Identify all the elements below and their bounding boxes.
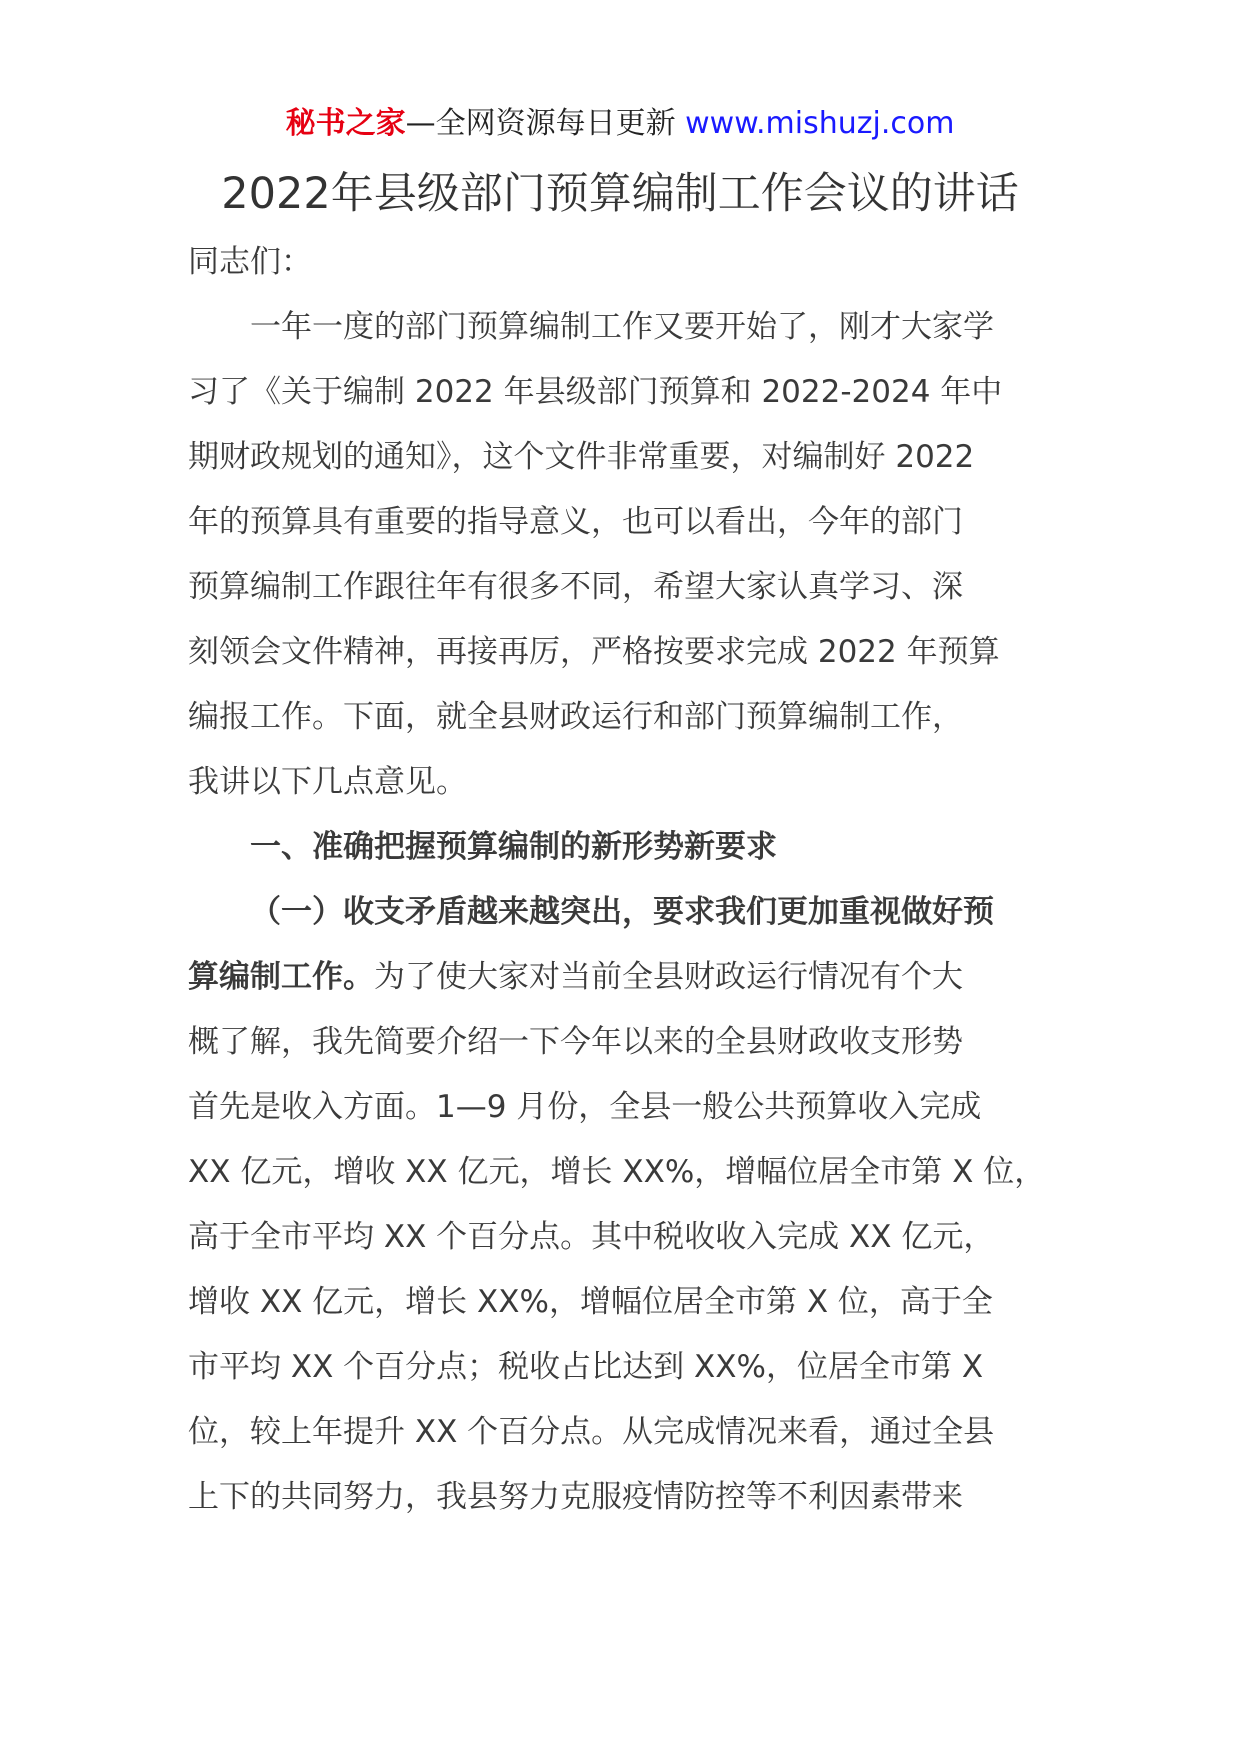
banner-slogan: —全网资源每日更新 xyxy=(405,106,676,141)
paragraph-line xyxy=(188,945,1068,1010)
paragraph-line: 上下的共同努力，我县努力克服疫情防控等不利因素带来 xyxy=(188,1479,963,1515)
paragraph-line: 概了解，我先简要介绍一下今年以来的全县财政收支形势 xyxy=(188,1024,963,1060)
greeting: 同志们： xyxy=(188,244,312,280)
paragraph-line: 期财政规划的通知》，这个文件非常重要，对编制好 2022 xyxy=(188,439,975,475)
paragraph-line: 编报工作。下面，就全县财政运行和部门预算编制工作， xyxy=(188,699,963,735)
paragraph-line: 我讲以下几点意见。 xyxy=(188,764,467,800)
paragraph-line: 首先是收入方面。1—9 月份，全县一般公共预算收入完成 xyxy=(188,1089,982,1125)
header-banner xyxy=(0,100,1240,148)
brand-name: 秘书之家 xyxy=(285,106,406,141)
subsection-heading-end: 算编制工作。 xyxy=(188,959,374,995)
paragraph-line: 高于全市平均 XX 个百分点。其中税收收入完成 XX 亿元， xyxy=(188,1219,995,1255)
paragraph-line: XX 亿元，增收 XX 亿元，增长 XX%，增幅位居全市第 X 位， xyxy=(188,1154,1046,1190)
paragraph-line: 刻领会文件精神，再接再厉，严格按要求完成 2022 年预算 xyxy=(188,634,1000,670)
paragraph-line: 市平均 XX 个百分点；税收占比达到 XX%，位居全市第 X xyxy=(188,1349,984,1385)
paragraph-line: 习了《关于编制 2022 年县级部门预算和 2022-2024 年中 xyxy=(188,374,1003,410)
paragraph-line: 增收 XX 亿元，增长 XX%，增幅位居全市第 X 位，高于全 xyxy=(188,1284,993,1320)
website-link[interactable]: www.mishuzj.com xyxy=(685,106,955,141)
paragraph-line: 预算编制工作跟往年有很多不同，希望大家认真学习、深 xyxy=(188,569,963,605)
paragraph-line: 位，较上年提升 XX 个百分点。从完成情况来看，通过全县 xyxy=(188,1414,995,1450)
section-heading: 一、准确把握预算编制的新形势新要求 xyxy=(250,829,777,865)
paragraph-line: 年的预算具有重要的指导意义，也可以看出，今年的部门 xyxy=(188,504,963,540)
subsection-heading: （一）收支矛盾越来越突出，要求我们更加重视做好预 xyxy=(250,894,994,930)
document-title: 2022年县级部门预算编制工作会议的讲话 xyxy=(221,169,1019,219)
document-body xyxy=(188,230,1068,1530)
paragraph-text: 为了使大家对当前全县财政运行情况有个大 xyxy=(374,959,963,995)
paragraph-line: 一年一度的部门预算编制工作又要开始了，刚才大家学 xyxy=(250,309,994,345)
